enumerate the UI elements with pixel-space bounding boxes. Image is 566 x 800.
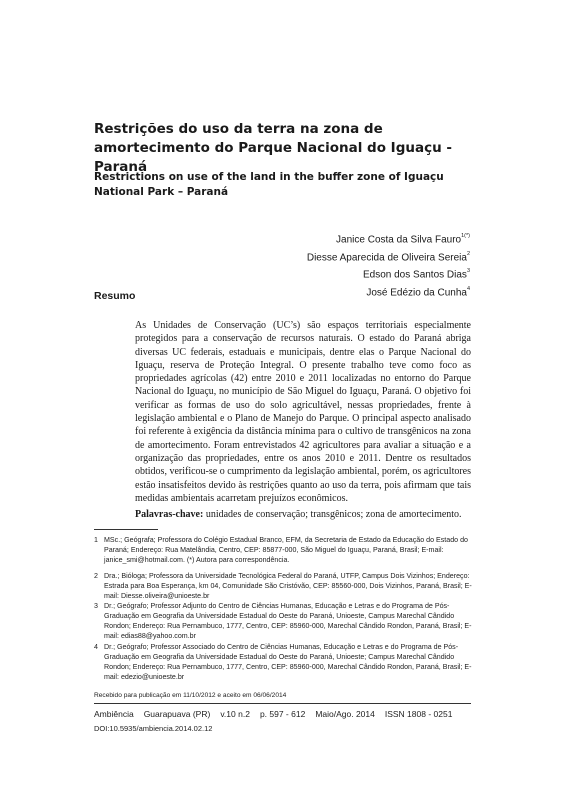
author-affiliation-mark: 3 — [466, 268, 470, 275]
author-4 — [307, 283, 470, 301]
footnote-text: MSc.; Geógrafa; Professora do Colégio Estadual Branco, EFM, da Secretaria de Estado da Educação do Estado do Paraná; Endereço: Rua Matelândia, Centro, CEP: 85877-000, São Miguel do Iguaçu, Paraná, Brasil; E-mail: janice_smi@hotmail.com. (*) Autora para correspondência. — [104, 536, 468, 564]
footnote-number: 2 — [94, 572, 98, 580]
journal-city: Guarapuava (PR) — [143, 709, 211, 719]
journal-divider — [94, 703, 471, 704]
keywords-label: Palavras-chave: — [135, 509, 204, 520]
journal-issn: ISSN 1808 - 0251 — [384, 709, 453, 719]
footnote-3 — [94, 602, 474, 642]
abstract-heading: Resumo — [94, 290, 136, 302]
author-name: Janice Costa da Silva Fauro — [336, 234, 462, 246]
keywords — [135, 508, 480, 521]
footnote-1 — [94, 536, 474, 566]
author-affiliation-mark: 1(*) — [461, 233, 470, 239]
footnote-divider — [94, 529, 158, 530]
journal-name: Ambiência — [94, 709, 134, 719]
author-list — [307, 230, 470, 301]
abstract-text: As Unidades de Conservação (UC’s) são espaços territoriais especialmente protegidos para a conservação de recursos naturais. O estado do Paraná abriga diversas UC federais, estaduais e municipais, dentre elas o Parque Nacional do Iguaçu, reserva de Proteção Integral. O presente trabalho teve como foco as propriedades agrícolas (42) entre 2010 e 2011 localizadas no entorno do Parque Nacional do Iguaçu, no município de São Miguel do Iguaçu, Paraná. O objetivo foi verificar as formas de uso do solo agricultável, nessas propriedades, frente à legislação ambiental e o Plano de Manejo do Parque. O principal aspecto analisado foi referente à exigência da distância mínima para o cultivo de transgênicos na zona de amortecimento. Foram entrevistados 42 agricultores para avaliar a situação e a organização das propriedades, entre os anos 2010 e 2011. Dentre os resultados obtidos, verificou-se o cumprimento da legislação ambiental, porém, os agricultores estão insatisfeitos devido às restrições quanto ao uso da terra, pois afirmam que tais medidas ambientais acarretam prejuízos econômicos. — [135, 320, 472, 504]
article-title-pt: Restrições do uso da terra na zona de amortecimento do Parque Nacional do Iguaçu - Paraná — [94, 121, 453, 175]
footnote-text: Dra.; Bióloga; Professora da Universidade Tecnológica Federal do Paraná, UTFP, Campus Dois Vizinhos; Endereço: Estrada para Boa Esperança, km 04, Comunidade São Cristóvão, CEP: 85560-000, Dois Vizinhos, Paraná, Brasil; E-mail: Diesse.oliveira@unioeste.br — [104, 572, 472, 600]
journal-volume: v.10 n.2 — [220, 709, 250, 719]
doi: DOI:10.5935/ambiencia.2014.02.12 — [94, 724, 213, 733]
article-title-en: Restrictions on use of the land in the buffer zone of Iguaçu National Park – Paraná — [94, 171, 444, 198]
author-name: Diesse Aparecida de Oliveira Sereia — [306, 251, 467, 263]
footnote-2 — [94, 572, 474, 602]
author-name: Edson dos Santos Dias — [362, 269, 467, 281]
author-3 — [307, 265, 470, 283]
author-affiliation-mark: 2 — [466, 250, 470, 257]
footnote-text: Dr.; Geógrafo; Professor Adjunto do Centro de Ciências Humanas, Educação e Letras e do Programa de Pós-Graduação em Geografia da Universidade Estadual do Oeste do Paraná, Unioeste, Campus Marechal Cândido Rondon; Endereço: Rua Pernambuco, 1777, Centro, CEP: 85960-000, Marechal Cândido Rondon, Paraná, Brasil; E-mail: edias88@yahoo.com.br — [104, 602, 472, 640]
author-2 — [307, 248, 470, 266]
keywords-text: unidades de conservação; transgênicos; zona de amortecimento. — [205, 509, 462, 520]
journal-date: Maio/Ago. 2014 — [315, 709, 375, 719]
author-1 — [307, 230, 470, 248]
journal-info — [94, 709, 471, 719]
author-affiliation-mark: 4 — [466, 285, 470, 292]
footnote-4 — [94, 643, 474, 683]
footnote-number: 1 — [94, 536, 98, 544]
author-name: José Edézio da Cunha — [366, 287, 467, 299]
journal-pages: p. 597 - 612 — [259, 709, 306, 719]
footnote-text: Dr.; Geógrafo; Professor Associado do Centro de Ciências Humanas, Educação e Letras e do Programa de Pós-Graduação em Geografia da Universidade Estadual do Oeste do Paraná, Unioeste; Campus Marechal Cândido Rondon; Endereço: Rua Pernambuco, 1777, Centro, CEP: 85960-000, Marechal Cândido Rondon, Paraná, Brasil; E-mail: edezio@unioeste.br — [104, 643, 472, 681]
footnote-number: 4 — [94, 643, 98, 651]
received-date: Recebido para publicação em 11/10/2012 e aceito em 06/06/2014 — [94, 692, 287, 699]
footnote-number: 3 — [94, 602, 98, 610]
